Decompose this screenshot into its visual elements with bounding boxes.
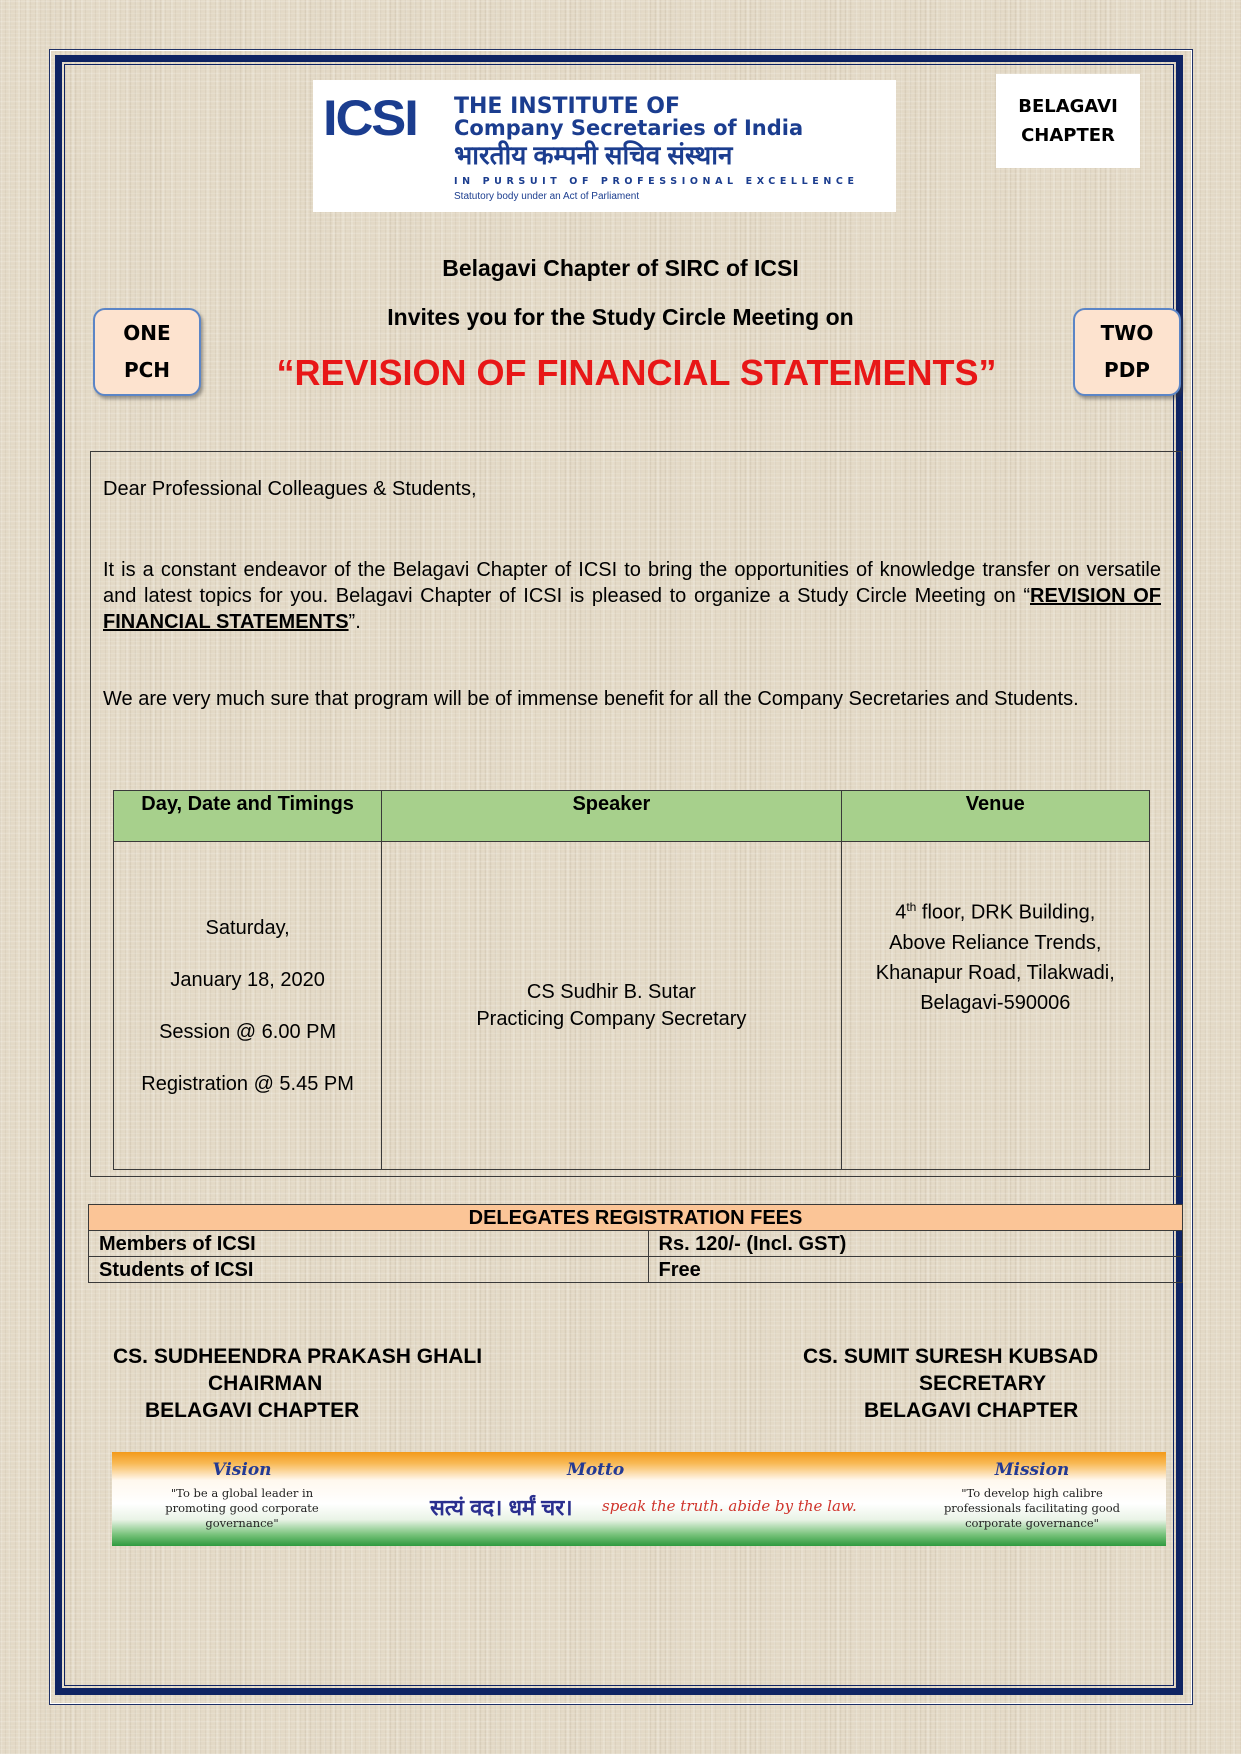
logo-line-hindi: भारतीय कम्पनी सचिव संस्थान (454, 140, 733, 170)
header-day-date-timings: Day, Date and Timings (114, 791, 382, 842)
speaker-designation: Practicing Company Secretary (476, 1007, 747, 1030)
paragraph-1-text: It is a constant endeavor of the Belagavi Chapter of ICSI to bring the opportunities of knowledge transfer on versatile and latest topics for you. Belagavi Chapter of ICSI is pleased to organize a Study Circle Meeting on “ (103, 559, 1161, 607)
fees-title: DELEGATES REGISTRATION FEES (89, 1205, 1183, 1231)
table-row (114, 842, 1150, 1170)
motto-title: Motto (567, 1460, 625, 1480)
mission-block (932, 1460, 1132, 1531)
icsi-logo-mark: ICSI (323, 90, 417, 146)
secretary-name: CS. SUMIT SURESH KUBSAD (803, 1345, 1099, 1368)
registration-time: Registration @ 5.45 PM (141, 1072, 354, 1095)
mission-text: "To develop high calibre professionals facilitating good corporate governance" (943, 1486, 1121, 1530)
logo-statutory-note: Statutory body under an Act of Parliament (454, 191, 640, 202)
venue-floor-suffix: th (906, 900, 917, 914)
pch-badge-count: ONE (123, 321, 171, 345)
vision-motto-mission-banner (112, 1452, 1166, 1546)
fee-category: Students of ICSI (89, 1257, 649, 1283)
venue-line-4: Belagavi-590006 (920, 991, 1071, 1014)
pdp-badge (1073, 308, 1181, 396)
chairman-role: CHAIRMAN (208, 1372, 323, 1395)
pch-badge-label: PCH (123, 358, 171, 382)
chapter-label-line2: CHAPTER (1021, 125, 1115, 146)
vision-block (152, 1460, 332, 1531)
session-time: Session @ 6.00 PM (159, 1020, 337, 1043)
datetime-cell (114, 842, 382, 1170)
secretary-unit: BELAGAVI CHAPTER (864, 1399, 1079, 1422)
icsi-logo (313, 80, 896, 212)
venue-floor-building: floor, DRK Building, (916, 901, 1096, 924)
logo-tagline: IN PURSUIT OF PROFESSIONAL EXCELLENCE (454, 176, 859, 187)
mission-title: Mission (994, 1460, 1070, 1480)
venue-floor-number: 4 (895, 901, 907, 924)
paragraph-1-closing: ”. (348, 611, 361, 633)
signatory-chairman (113, 1343, 482, 1424)
letter-paragraph-2: We are very much sure that program will be of immense benefit for all the Company Secretaries and Students. (103, 688, 1079, 710)
event-title: “REVISION OF FINANCIAL STATEMENTS” (276, 352, 997, 393)
motto-hindi: सत्यं वद। धर्मं चर। (430, 1495, 573, 1520)
registration-fees-table (88, 1204, 1183, 1283)
fees-header-row (89, 1205, 1183, 1231)
chairman-unit: BELAGAVI CHAPTER (145, 1399, 360, 1422)
fee-amount: Free (648, 1257, 1183, 1283)
letter-paragraph-1 (103, 557, 1161, 635)
event-day: Saturday, (205, 916, 290, 939)
fee-category: Members of ICSI (89, 1231, 649, 1257)
pch-badge (93, 308, 201, 396)
chapter-label-box (996, 74, 1140, 168)
organizer-heading: Belagavi Chapter of SIRC of ICSI (442, 255, 799, 281)
venue-cell (841, 842, 1149, 1170)
vision-title: Vision (212, 1460, 272, 1480)
event-details-table (113, 790, 1150, 1170)
chairman-name: CS. SUDHEENDRA PRAKASH GHALI (113, 1345, 483, 1368)
invitation-letter (90, 451, 1182, 1177)
vision-text: "To be a global leader in promoting good corporate governance" (165, 1486, 319, 1530)
venue-line-3: Khanapur Road, Tilakwadi, (875, 961, 1115, 984)
chapter-label-line1: BELAGAVI (1018, 96, 1118, 117)
event-date: January 18, 2020 (170, 968, 325, 991)
table-row (89, 1231, 1183, 1257)
logo-line-institute: THE INSTITUTE OF (454, 94, 681, 119)
secretary-role: SECRETARY (919, 1372, 1047, 1395)
invite-heading: Invites you for the Study Circle Meeting on (387, 304, 854, 330)
pdp-badge-label: PDP (1104, 358, 1150, 382)
table-header-row (114, 791, 1150, 842)
motto-english: speak the truth. abide by the law. (602, 1497, 857, 1515)
venue-line-2: Above Reliance Trends, (889, 931, 1102, 954)
header-speaker: Speaker (382, 791, 841, 842)
fee-amount: Rs. 120/- (Incl. GST) (648, 1231, 1183, 1257)
table-row (89, 1257, 1183, 1283)
logo-line-company-secretaries: Company Secretaries of India (454, 116, 804, 140)
pdp-badge-count: TWO (1100, 321, 1154, 345)
header-venue: Venue (841, 791, 1149, 842)
paragraph-1-topic: REVISION OF FINANCIAL STATEMENTS (103, 585, 1161, 633)
speaker-cell (382, 842, 841, 1170)
speaker-name: CS Sudhir B. Sutar (526, 980, 696, 1003)
venue-floor (846, 892, 1145, 928)
signatory-secretary (803, 1343, 1098, 1424)
salutation: Dear Professional Colleagues & Students, (103, 478, 477, 500)
